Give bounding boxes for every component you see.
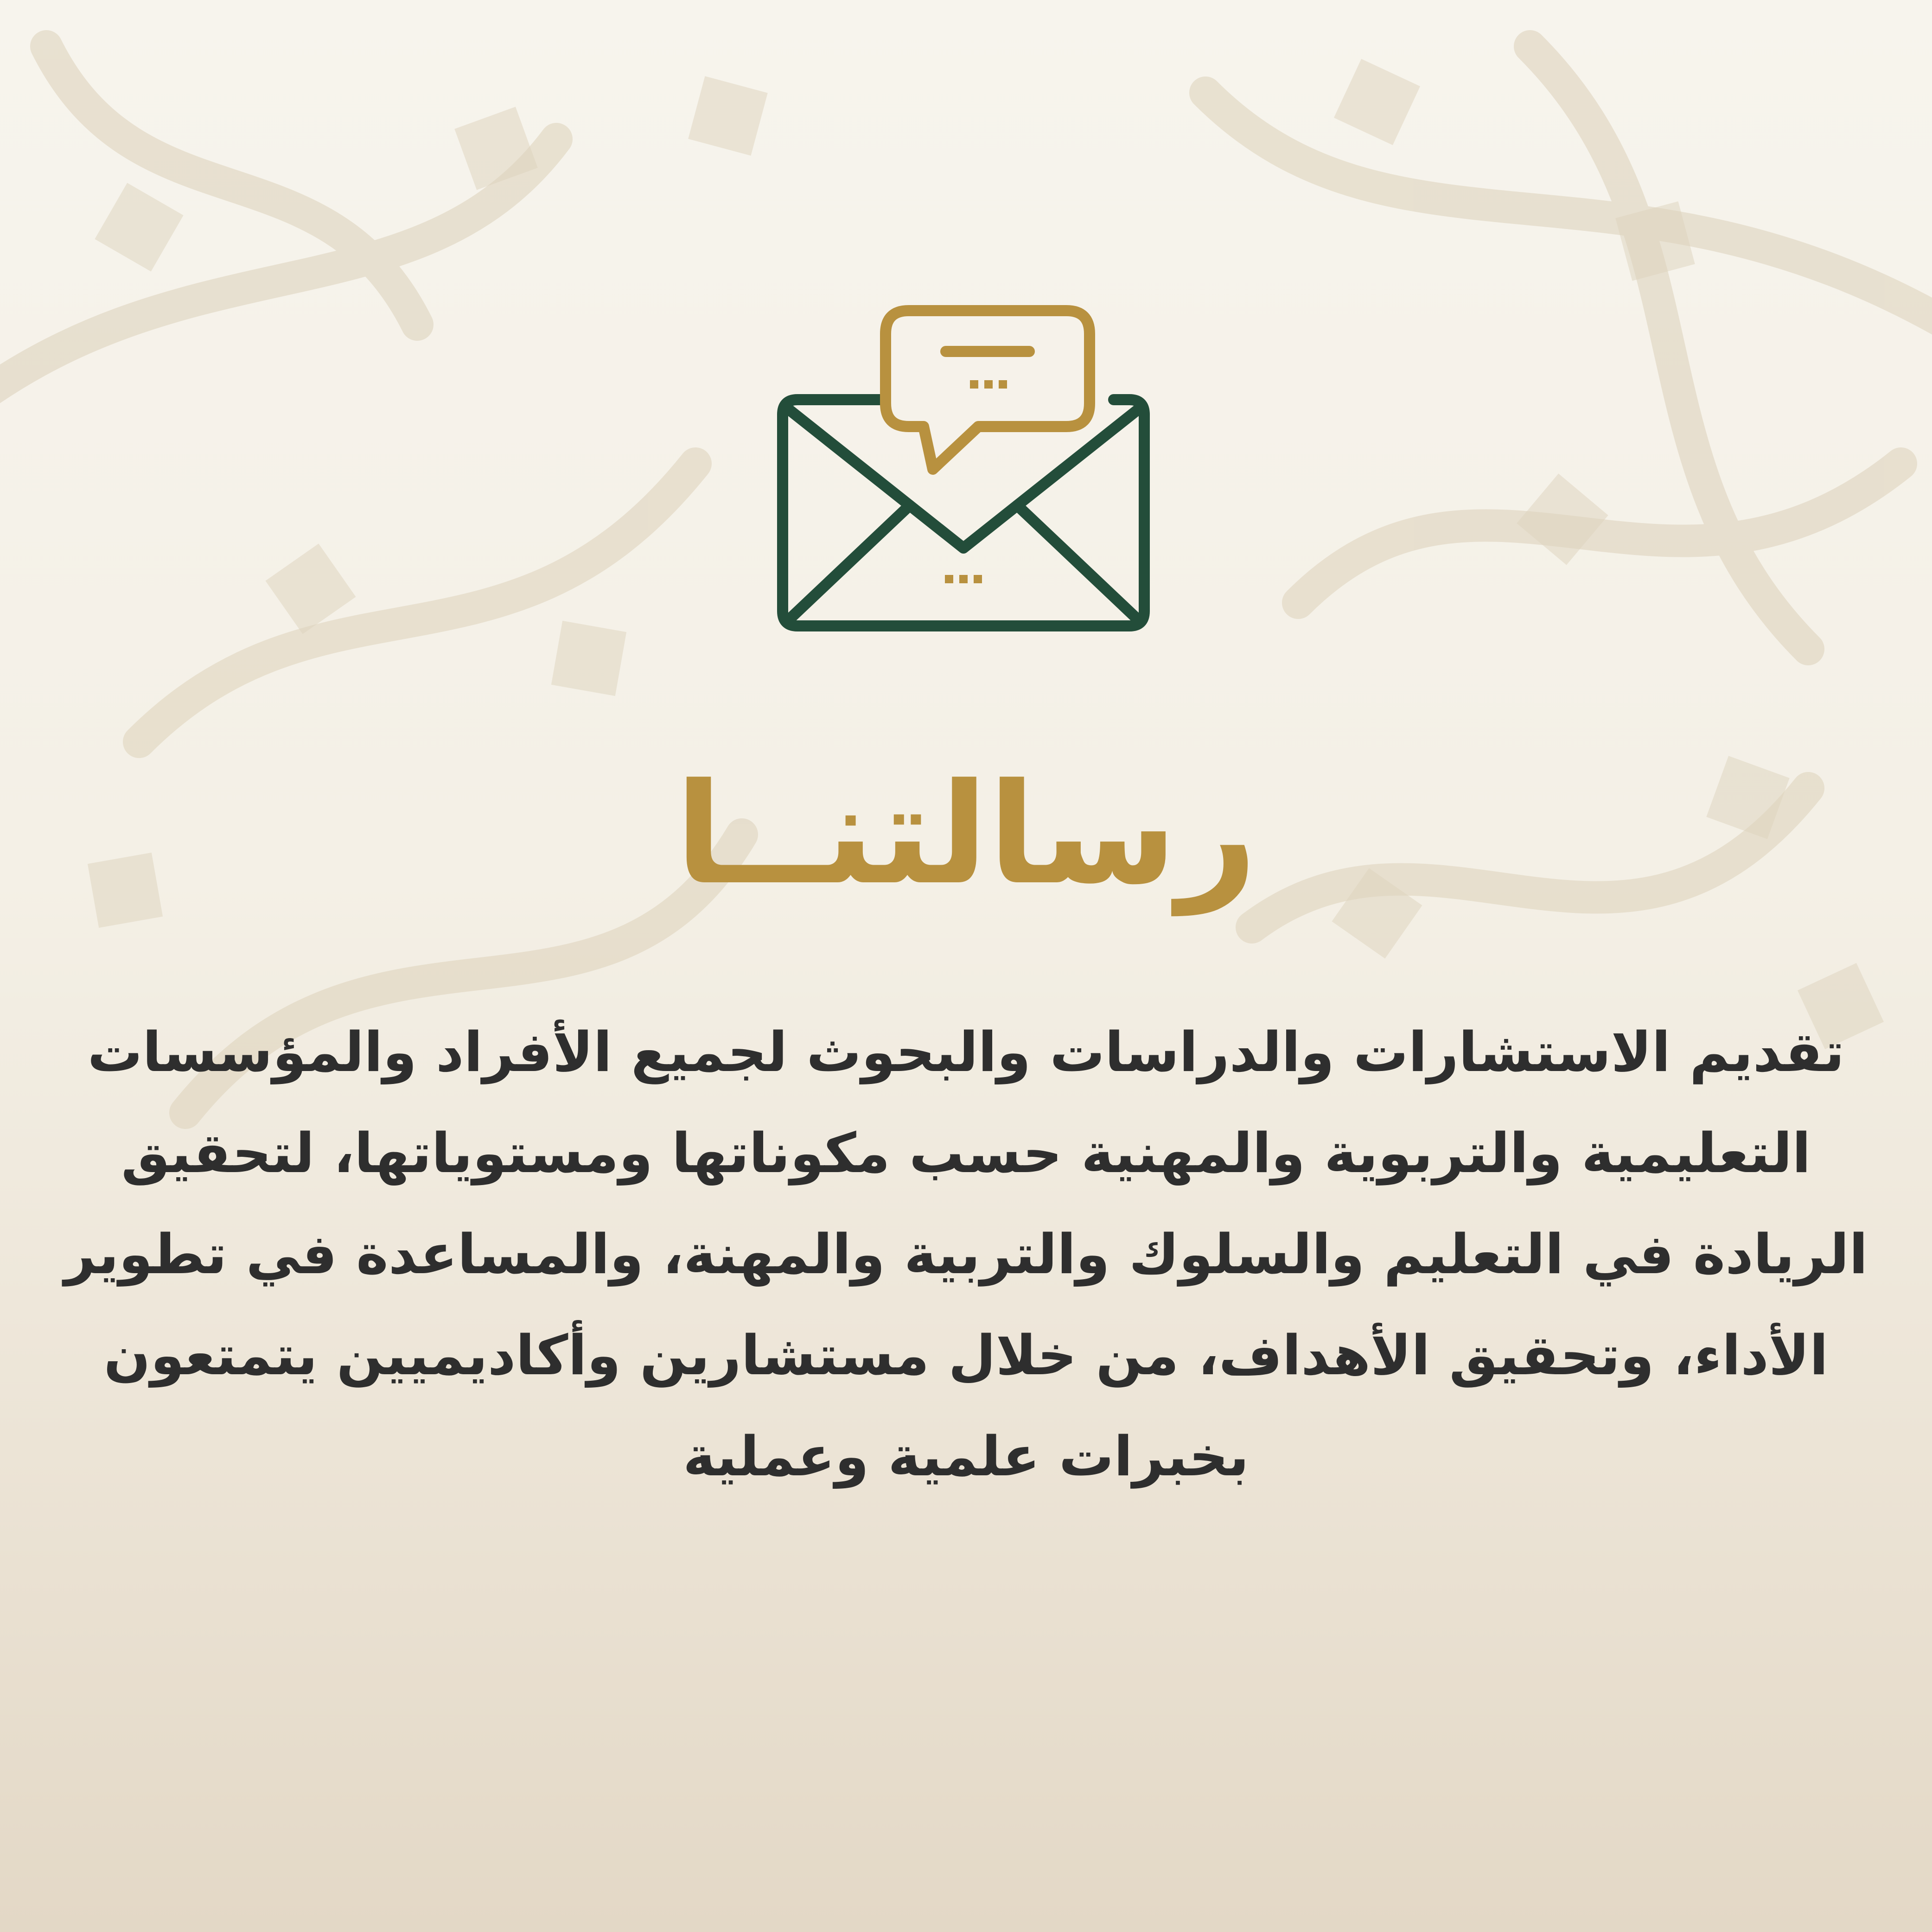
mission-line: الأداء، وتحقيق الأهداف، من خلال مستشارين وأكاديميين يتمتعون xyxy=(103,1323,1829,1387)
mission-line: بخبرات علمية وعملية xyxy=(683,1424,1249,1488)
mission-line: الريادة في التعليم والسلوك والتربية والمهنة، والمساعدة في تطوير xyxy=(64,1222,1868,1286)
page-title: رسالتنــا xyxy=(675,753,1257,915)
envelope-with-chat-bubble-icon xyxy=(770,301,1164,654)
mission-line: تقديم الاستشارات والدراسات والبحوث لجميع الأفراد والمؤسسات xyxy=(87,1020,1845,1084)
mission-line: التعليمية والتربوية والمهنية حسب مكوناتها ومستوياتها، لتحقيق xyxy=(121,1121,1811,1185)
mission-statement xyxy=(42,1001,1890,1507)
